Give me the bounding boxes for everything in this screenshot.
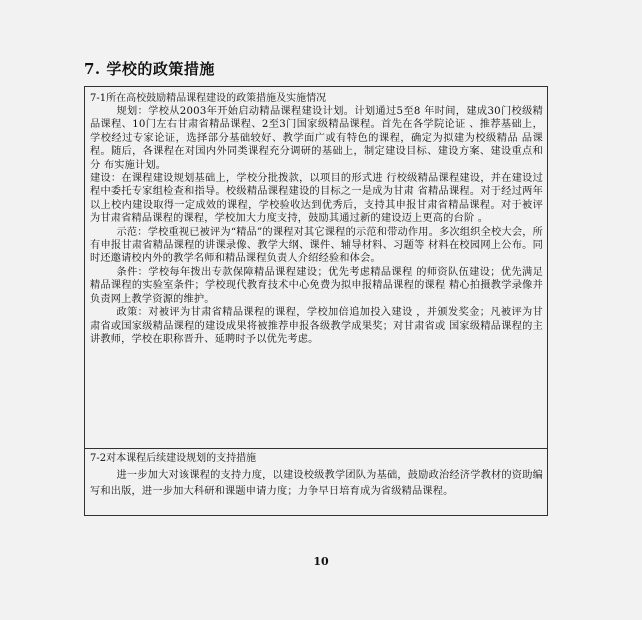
policy-section	[85, 87, 547, 449]
policy-paragraph-construction: 建设：在课程建设规划基础上，学校分批拨款，以项目的形式进 行校级精品课程建设，并在建设过程中委托专家组检查和指导。校级精品课程建设的目标之一是成为甘肃 省精品课程。对于经过两年以上校内建设取得一定成效的课程，学校验收达到优秀后，支持其申报甘肃省精品课程。对于被评为甘肃省精品课程的课程，学校加大力度支持，鼓励其通过新的建设迈上更高的台阶 。	[90, 173, 543, 225]
section-heading: 7. 学校的政策措施	[84, 60, 215, 78]
policy-paragraph-policy: 政策：对被评为甘肃省精品课程的课程，学校加倍追加投入建设 ，并颁发奖金；凡被评为甘肃省或国家级精品课程的建设成果将被推荐申报各级教学成果奖；对甘肃省或 国家级精品课程的主讲教师，学校在职称晋升、延聘时予以优先考虑。	[90, 307, 543, 345]
policy-paragraph-demonstration: 示范：学校重视已被评为“精品”的课程对其它课程的示范和带动作用。多次组织全校大会，所有申报甘肃省精品课程的讲课录像、教学大纲、课件、辅导材料、习题等 材料在校园网上公布。同时还邀请校内外的教学名师和精品课程负责人介绍经验和体会。	[90, 226, 543, 265]
support-section	[85, 449, 547, 515]
page-number: 10	[313, 555, 329, 568]
policy-paragraph-conditions: 条件：学校每年拨出专款保障精品课程建设；优先考虑精品课程 的师资队伍建设；优先满足精品课程的实验室条件；学校现代教育技术中心免费为拟申报精品课程的课程 精心拍摄教学录像并负责网上教学资源的维护。	[90, 266, 543, 305]
policy-section-title: 7-1所在高校鼓励精品课程建设的政策措施及实施情况	[90, 93, 327, 104]
policy-paragraph-planning: 规划：学校从2003年开始启动精品课程建设计划。计划通过5至8 年时间，建成30门校级精品课程、10门左右甘肃省精品课程、2至3门国家级精品课程。首先在各学院论证 、推荐基础上，学校经过专家论证，选择部分基础较好、教学面广或有特色的课程，确定为拟建为校级精品 品课程。随后，各课程在对国内外同类课程充分调研的基础上，制定建设目标、建设方案、建设重点和分 布实施计划。	[90, 106, 543, 171]
policy-table	[84, 86, 548, 516]
support-paragraph: 进一步加大对该课程的支持力度，以建设校级教学团队为基础，鼓励政治经济学教材的资助编写和出版，进一步加大科研和课题申请力度；力争早日培育成为省级精品课程。	[90, 470, 543, 497]
support-section-title: 7-2对本课程后续建设规划的支持措施	[90, 453, 257, 464]
